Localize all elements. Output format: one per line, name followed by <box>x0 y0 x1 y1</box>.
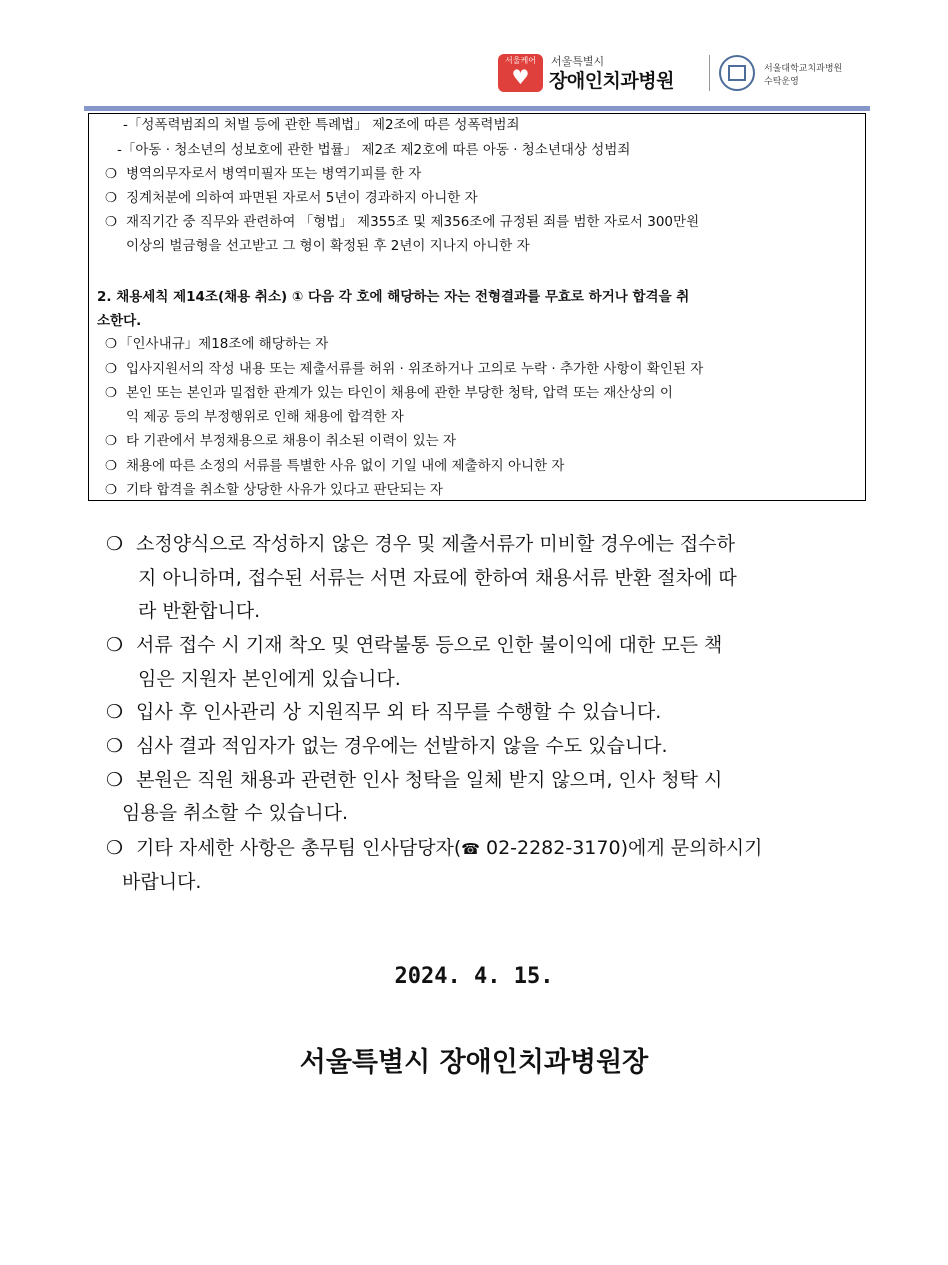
box-line: ❍ 징계처분에 의하여 파면된 자로서 5년이 경과하지 아니한 자 <box>105 190 478 206</box>
logo-badge-text: 서울케어 <box>505 56 536 65</box>
notice-paragraph: 지 아니하며, 접수된 서류는 서면 자료에 한하여 채용서류 반환 절차에 따 <box>138 567 737 589</box>
box-line: ❍ 본인 또는 본인과 밀접한 관계가 있는 타인이 채용에 관한 부당한 청탁, 압력 또는 재산상의 이 <box>105 385 673 401</box>
bullet-icon: ❍ <box>106 837 124 859</box>
box-line: ❍ 재직기간 중 직무와 관련하여 「형법」 제355조 및 제356조에 규정된 죄를 범한 자로서 300만원 <box>105 214 700 230</box>
bullet-icon: ❍ <box>106 701 124 723</box>
contact-paragraph: ❍ 기타 자세한 사항은 총무팀 인사담당자(☎ 02-2282-3170)에게 문의하시기 <box>106 837 763 859</box>
document-date: 2024. 4. 15. <box>394 964 554 989</box>
notice-paragraph: ❍ 소정양식으로 작성하지 않은 경우 및 제출서류가 미비할 경우에는 접수하 <box>106 533 735 555</box>
bullet-icon: ❍ <box>106 533 124 555</box>
clause-heading: 소한다. <box>97 313 142 329</box>
seoul-care-logo <box>498 54 543 92</box>
bullet-icon: ❍ <box>105 336 118 352</box>
notice-paragraph: 임은 지원자 본인에게 있습니다. <box>138 668 401 690</box>
issuer-signature: 서울특별시 장애인치과병원장 <box>299 1047 649 1078</box>
bullet-icon: ❍ <box>105 482 118 498</box>
brand-divider <box>709 55 710 91</box>
phone-icon: ☎ <box>461 840 480 858</box>
clause-heading: 2. 채용세칙 제14조(채용 취소) ① 다음 각 호에 해당하는 자는 전형결과를 무효로 하거나 합격을 취 <box>97 289 690 305</box>
bullet-icon: ❍ <box>105 214 118 230</box>
box-line: ❍ 「인사내규」제18조에 해당하는 자 <box>105 336 329 352</box>
heart-icon: ♥ <box>511 65 530 89</box>
notice-paragraph: 임용을 취소할 수 있습니다. <box>122 802 349 824</box>
box-line: ❍ 채용에 따른 소정의 서류를 특별한 사유 없이 기일 내에 제출하지 아니한 자 <box>105 458 565 474</box>
box-line: -「아동 · 청소년의 성보호에 관한 법률」 제2조 제2호에 따른 아동 · 청소년대상 성범죄 <box>117 142 631 158</box>
bullet-icon: ❍ <box>105 458 118 474</box>
brand-subtitle: 서울특별시 <box>551 55 605 68</box>
bullet-icon: ❍ <box>105 385 118 401</box>
bullet-icon: ❍ <box>105 166 118 182</box>
notice-paragraph: ❍ 본원은 직원 채용과 관련한 인사 청탁을 일체 받지 않으며, 인사 청탁 시 <box>106 769 723 791</box>
university-name: 서울대학교치과병원 <box>764 64 843 74</box>
notice-paragraph: 라 반환합니다. <box>138 600 261 622</box>
box-line: ❍ 기타 합격을 취소할 상당한 사유가 있다고 판단되는 자 <box>105 482 443 498</box>
header-rule <box>84 106 870 111</box>
contact-paragraph: 바랍니다. <box>122 871 202 893</box>
contact-phone: 02-2282-3170)에게 문의하시기 <box>479 837 763 859</box>
bullet-icon: ❍ <box>105 433 118 449</box>
bullet-icon: ❍ <box>106 735 124 757</box>
hospital-header <box>498 52 878 92</box>
bullet-icon: ❍ <box>106 634 124 656</box>
box-line: ❍ 입사지원서의 작성 내용 또는 제출서류를 허위 · 위조하거나 고의로 누락 · 추가한 사항이 확인된 자 <box>105 361 704 377</box>
notice-paragraph: ❍ 심사 결과 적임자가 없는 경우에는 선발하지 않을 수도 있습니다. <box>106 735 668 757</box>
bullet-icon: ❍ <box>106 769 124 791</box>
brand-title: 장애인치과병원 <box>549 70 674 92</box>
box-line: 이상의 벌금형을 선고받고 그 형이 확정된 후 2년이 지나지 아니한 자 <box>126 238 530 254</box>
bullet-icon: ❍ <box>105 190 118 206</box>
bullet-icon: ❍ <box>105 361 118 377</box>
operation-note: 수탁운영 <box>764 77 799 87</box>
box-line: -「성폭력범죄의 처벌 등에 관한 특례법」 제2조에 따른 성폭력범죄 <box>123 117 520 133</box>
box-line: ❍ 병역의무자로서 병역미필자 또는 병역기피를 한 자 <box>105 166 422 182</box>
disqualification-box <box>88 113 866 501</box>
notice-paragraph: ❍ 서류 접수 시 기재 착오 및 연락불통 등으로 인한 불이익에 대한 모든 책 <box>106 634 723 656</box>
box-line: 익 제공 등의 부정행위로 인해 채용에 합격한 자 <box>126 409 404 425</box>
box-line: ❍ 타 기관에서 부정채용으로 채용이 취소된 이력이 있는 자 <box>105 433 456 449</box>
notice-paragraph: ❍ 입사 후 인사관리 상 지원직무 외 타 직무를 수행할 수 있습니다. <box>106 701 662 723</box>
university-seal-icon <box>719 55 755 91</box>
